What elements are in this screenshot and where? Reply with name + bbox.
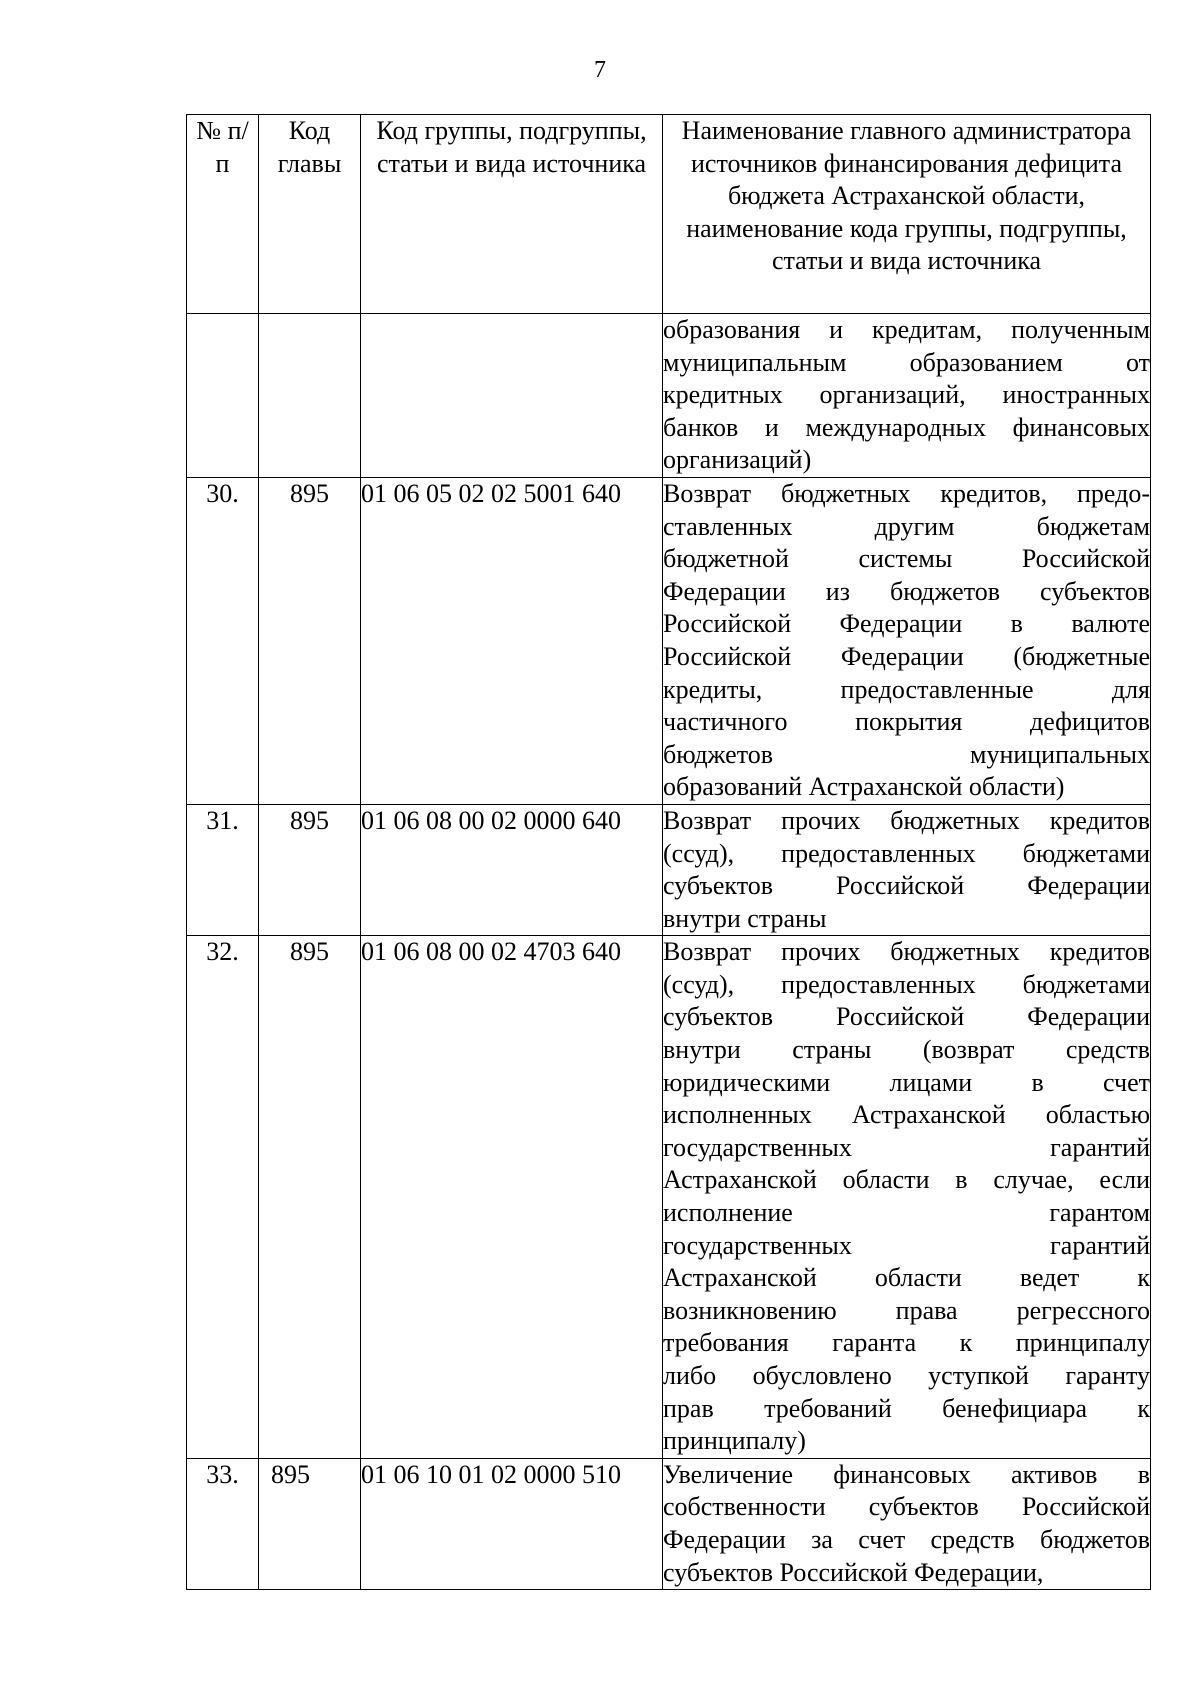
row-name-line: Российской Федерации (бюджетные [663, 641, 1150, 671]
row-chapter-code: 895 [259, 477, 361, 804]
row-name-line: требования гаранта к принципалу [663, 1328, 1150, 1358]
row-name-line: государственных гарантий [663, 1132, 1150, 1162]
table-row [187, 314, 1151, 478]
row-name-line: образования и кредитам, полученным [663, 315, 1150, 344]
row-name-line: исполнение гарантом [663, 1198, 1150, 1228]
row-group-code: 01 06 08 00 02 4703 640 [361, 936, 663, 1459]
row-name-line: принципалу) [663, 1426, 806, 1456]
row-name-line: Федерации из бюджетов субъектов [663, 576, 1150, 606]
row-name-line: банков и международных финансовых [663, 412, 1150, 442]
row-name-line: прав требований бенефициара к [663, 1393, 1150, 1423]
row-num [187, 314, 259, 478]
row-name [663, 477, 1151, 804]
row-num: 33. [187, 1458, 259, 1589]
row-name-line: муниципальным образованием от [663, 347, 1150, 377]
sources-table [186, 114, 1151, 1590]
row-name-line: (ссуд), предоставленных бюджетами [663, 838, 1150, 868]
row-num: 30. [187, 477, 259, 804]
row-chapter-code: 895 [259, 936, 361, 1459]
row-group-code: 01 06 05 02 02 5001 640 [361, 477, 663, 804]
row-name-line: государственных гарантий [663, 1230, 1150, 1260]
row-name-line: бюджетов муниципальных [663, 739, 1150, 769]
row-name-line: внутри страны (возврат средств [663, 1035, 1150, 1065]
table-row [187, 936, 1151, 1459]
row-name [663, 936, 1151, 1459]
row-group-code [361, 314, 663, 478]
row-name-line: Астраханской области ведет к [663, 1263, 1150, 1293]
row-name-line: ставленных другим бюджетам [663, 511, 1150, 541]
table-row [187, 477, 1151, 804]
row-chapter-code [259, 314, 361, 478]
row-name-line: Возврат бюджетных кредитов, предо- [663, 478, 1150, 508]
row-name-line: Возврат прочих бюджетных кредитов [663, 805, 1150, 835]
header-group-code: Код группы, подгруппы, статьи и вида источника [361, 115, 663, 314]
row-num: 31. [187, 804, 259, 935]
row-group-code: 01 06 10 01 02 0000 510 [361, 1458, 663, 1589]
row-num: 32. [187, 936, 259, 1459]
table-row [187, 1458, 1151, 1589]
header-chapter-code: Код главы [259, 115, 361, 314]
row-name-line: субъектов Российской Федерации, [663, 1557, 1044, 1587]
row-name-line: (ссуд), предоставленных бюджетами [663, 969, 1150, 999]
row-name-line: бюджетной системы Российской [663, 544, 1150, 574]
page-number: 7 [594, 57, 606, 83]
row-name [663, 804, 1151, 935]
row-name-line: частичного покрытия дефицитов [663, 707, 1150, 737]
row-name-line: либо обусловлено уступкой гаранту [663, 1361, 1150, 1390]
row-name-line: юридическими лицами в счет [663, 1067, 1150, 1097]
row-name-line: организаций) [663, 445, 812, 475]
row-group-code: 01 06 08 00 02 0000 640 [361, 804, 663, 935]
table-header-row [187, 115, 1151, 314]
row-name-line: Федерации за счет средств бюджетов [663, 1524, 1150, 1554]
row-name-line: Возврат прочих бюджетных кредитов [663, 937, 1150, 967]
table-row [187, 804, 1151, 935]
row-name-line: Астраханской области в случае, если [663, 1165, 1150, 1195]
row-chapter-code: 895 [259, 1458, 361, 1589]
row-name-line: субъектов Российской Федерации [663, 1002, 1150, 1032]
row-name-line: возникновению права регрессного [663, 1295, 1150, 1325]
row-name-line: Российской Федерации в валюте [663, 609, 1150, 639]
table-body [187, 314, 1151, 1590]
row-name-line: собственности субъектов Российской [663, 1492, 1150, 1522]
header-num: № п/п [187, 115, 259, 314]
row-chapter-code: 895 [259, 804, 361, 935]
row-name [663, 1458, 1151, 1589]
header-name: Наименование главного администратора источников финансирования дефицита бюджета Астраханской области, наименование кода группы, подгруппы, статьи и вида источника [663, 115, 1151, 314]
row-name-line: внутри страны [663, 903, 827, 933]
row-name-line: субъектов Российской Федерации [663, 871, 1150, 901]
row-name-line: Увеличение финансовых активов в [663, 1459, 1150, 1489]
row-name-line: кредиты, предоставленные для [663, 674, 1150, 704]
row-name-line: исполненных Астраханской областью [663, 1100, 1150, 1130]
row-name [663, 314, 1151, 478]
row-name-line: образований Астраханской области) [663, 772, 1065, 802]
row-name-line: кредитных организаций, иностранных [663, 380, 1150, 410]
